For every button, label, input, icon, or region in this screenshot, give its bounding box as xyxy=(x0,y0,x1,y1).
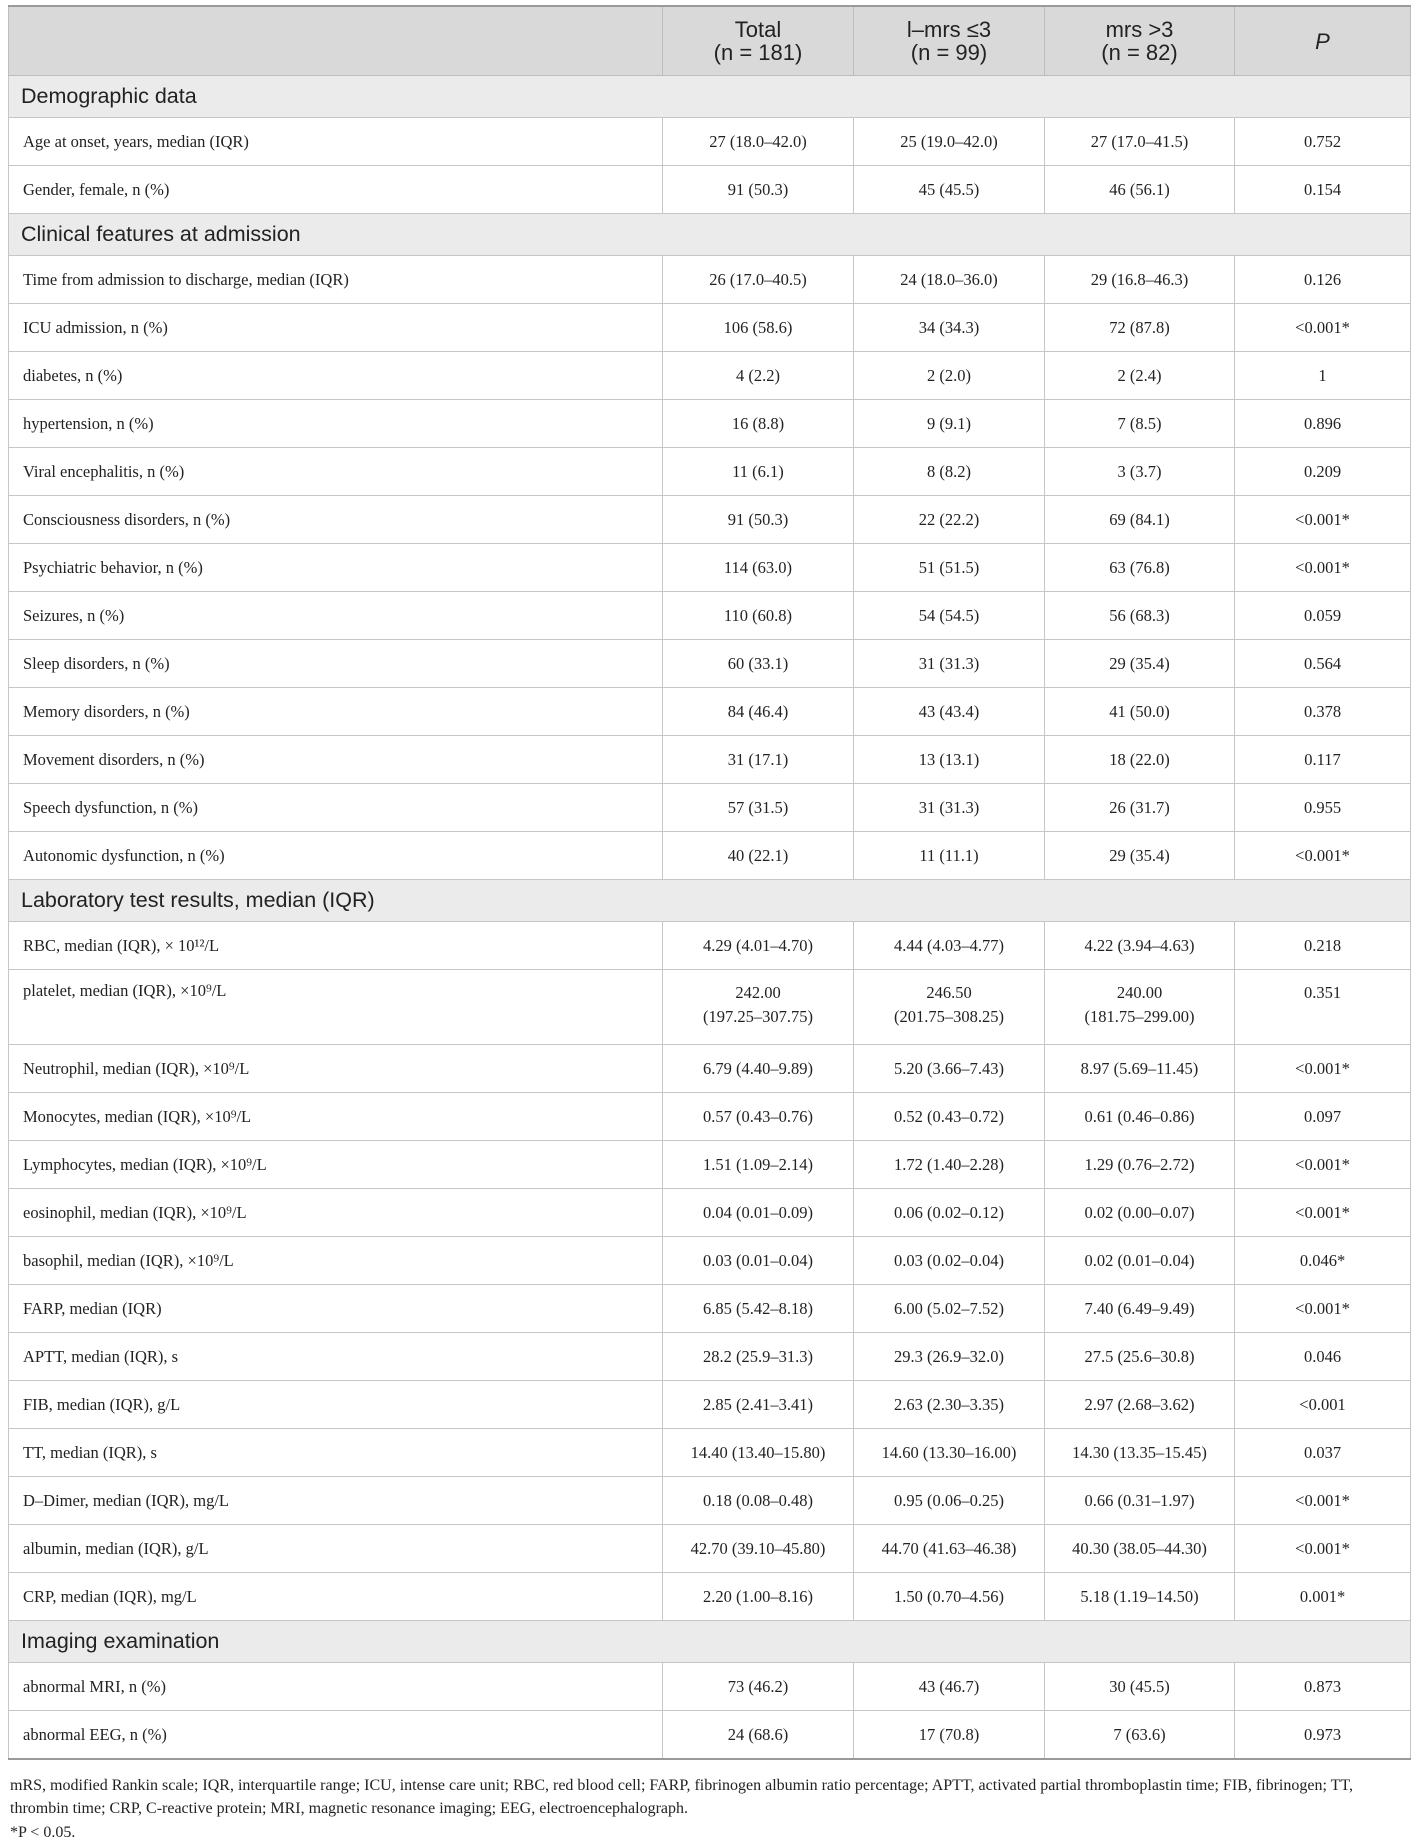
p-value: 0.046* xyxy=(1235,1237,1411,1285)
group2-value-cell: 41 (50.0) xyxy=(1045,688,1235,736)
group1-value-cell: 9 (9.1) xyxy=(854,400,1045,448)
section-title: Clinical features at admission xyxy=(9,214,1411,256)
group2-value-cell: 69 (84.1) xyxy=(1045,496,1235,544)
total-value-cell: 28.2 (25.9–31.3) xyxy=(663,1333,854,1381)
row-label: Sleep disorders, n (%) xyxy=(9,640,663,688)
row-label: Speech dysfunction, n (%) xyxy=(9,784,663,832)
group2-value-cell: 0.61 (0.46–0.86) xyxy=(1045,1093,1235,1141)
row-label: Neutrophil, median (IQR), ×10⁹/L xyxy=(9,1045,663,1093)
row-label: FIB, median (IQR), g/L xyxy=(9,1381,663,1429)
group2-value-cell: 29 (16.8–46.3) xyxy=(1045,256,1235,304)
row-label: D–Dimer, median (IQR), mg/L xyxy=(9,1477,663,1525)
total-value-cell: 27 (18.0–42.0) xyxy=(663,118,854,166)
p-value: 0.117 xyxy=(1235,736,1411,784)
p-value: 0.564 xyxy=(1235,640,1411,688)
table-row xyxy=(9,256,1411,304)
group1-value-cell: 24 (18.0–36.0) xyxy=(854,256,1045,304)
group2-value-cell: 0.66 (0.31–1.97) xyxy=(1045,1477,1235,1525)
group1-value-cell: 43 (46.7) xyxy=(854,1663,1045,1711)
row-label: APTT, median (IQR), s xyxy=(9,1333,663,1381)
group1-value: 246.50 xyxy=(926,983,972,1002)
group2-value-cell: 63 (76.8) xyxy=(1045,544,1235,592)
group1-value-cell: 54 (54.5) xyxy=(854,592,1045,640)
total-value-cell: 110 (60.8) xyxy=(663,592,854,640)
total-value-cell: 14.40 (13.40–15.80) xyxy=(663,1429,854,1477)
total-value-cell: 40 (22.1) xyxy=(663,832,854,880)
table-row xyxy=(9,688,1411,736)
row-label: Age at onset, years, median (IQR) xyxy=(9,118,663,166)
group1-value-cell: 14.60 (13.30–16.00) xyxy=(854,1429,1045,1477)
p-value: 0.378 xyxy=(1235,688,1411,736)
table-row xyxy=(9,1093,1411,1141)
total-value-range: (197.25–307.75) xyxy=(703,1007,813,1026)
p-value: <0.001* xyxy=(1235,1189,1411,1237)
table-row xyxy=(9,832,1411,880)
group1-value-cell: 2.63 (2.30–3.35) xyxy=(854,1381,1045,1429)
total-value-cell: 91 (50.3) xyxy=(663,496,854,544)
group2-value-cell: 14.30 (13.35–15.45) xyxy=(1045,1429,1235,1477)
group1-value-cell: 45 (45.5) xyxy=(854,166,1045,214)
group2-value-cell: 18 (22.0) xyxy=(1045,736,1235,784)
table-row xyxy=(9,922,1411,970)
group2-value-cell: 7.40 (6.49–9.49) xyxy=(1045,1285,1235,1333)
row-label: Memory disorders, n (%) xyxy=(9,688,663,736)
p-value: 0.046 xyxy=(1235,1333,1411,1381)
p-value: 0.752 xyxy=(1235,118,1411,166)
group2-value-cell: 29 (35.4) xyxy=(1045,640,1235,688)
group2-value-cell: 27.5 (25.6–30.8) xyxy=(1045,1333,1235,1381)
total-value-cell: 114 (63.0) xyxy=(663,544,854,592)
table-body xyxy=(9,76,1411,1760)
p-value: 0.218 xyxy=(1235,922,1411,970)
group1-value-cell: 11 (11.1) xyxy=(854,832,1045,880)
group1-value-cell: 0.52 (0.43–0.72) xyxy=(854,1093,1045,1141)
header-p-title: P xyxy=(1315,28,1330,54)
p-value: <0.001* xyxy=(1235,1045,1411,1093)
p-value: 0.059 xyxy=(1235,592,1411,640)
row-label: TT, median (IQR), s xyxy=(9,1429,663,1477)
p-value: <0.001* xyxy=(1235,1477,1411,1525)
section-title: Laboratory test results, median (IQR) xyxy=(9,880,1411,922)
total-value-cell: 16 (8.8) xyxy=(663,400,854,448)
row-label: eosinophil, median (IQR), ×10⁹/L xyxy=(9,1189,663,1237)
header-group1 xyxy=(854,6,1045,76)
row-label: Seizures, n (%) xyxy=(9,592,663,640)
row-label: diabetes, n (%) xyxy=(9,352,663,400)
total-value-cell: 11 (6.1) xyxy=(663,448,854,496)
header-row xyxy=(9,6,1411,76)
group1-value-cell: 2 (2.0) xyxy=(854,352,1045,400)
group2-value-cell: 7 (63.6) xyxy=(1045,1711,1235,1760)
total-value-cell xyxy=(663,970,854,1045)
group1-value-cell: 0.06 (0.02–0.12) xyxy=(854,1189,1045,1237)
header-group2-title: mrs >3 xyxy=(1105,17,1174,42)
group2-value: 240.00 xyxy=(1116,983,1163,1002)
total-value-cell: 73 (46.2) xyxy=(663,1663,854,1711)
total-value-cell: 6.85 (5.42–8.18) xyxy=(663,1285,854,1333)
row-label: FARP, median (IQR) xyxy=(9,1285,663,1333)
group1-value-cell: 34 (34.3) xyxy=(854,304,1045,352)
table-row xyxy=(9,736,1411,784)
p-value: 0.097 xyxy=(1235,1093,1411,1141)
header-label-cell xyxy=(9,6,663,76)
row-label: ICU admission, n (%) xyxy=(9,304,663,352)
total-value-cell: 84 (46.4) xyxy=(663,688,854,736)
p-value: 0.973 xyxy=(1235,1711,1411,1760)
row-label: Lymphocytes, median (IQR), ×10⁹/L xyxy=(9,1141,663,1189)
table-row xyxy=(9,1141,1411,1189)
group2-value-cell: 8.97 (5.69–11.45) xyxy=(1045,1045,1235,1093)
total-value-cell: 1.51 (1.09–2.14) xyxy=(663,1141,854,1189)
total-value-cell: 57 (31.5) xyxy=(663,784,854,832)
table-row xyxy=(9,1045,1411,1093)
table-row xyxy=(9,1237,1411,1285)
total-value-cell: 4.29 (4.01–4.70) xyxy=(663,922,854,970)
group1-value-cell: 4.44 (4.03–4.77) xyxy=(854,922,1045,970)
table-row xyxy=(9,1333,1411,1381)
table-row xyxy=(9,1711,1411,1760)
header-total xyxy=(663,6,854,76)
p-value: 0.037 xyxy=(1235,1429,1411,1477)
row-label: RBC, median (IQR), × 10¹²/L xyxy=(9,922,663,970)
group2-value-cell: 1.29 (0.76–2.72) xyxy=(1045,1141,1235,1189)
row-label: Autonomic dysfunction, n (%) xyxy=(9,832,663,880)
row-label: albumin, median (IQR), g/L xyxy=(9,1525,663,1573)
row-label: basophil, median (IQR), ×10⁹/L xyxy=(9,1237,663,1285)
group1-value-cell: 0.95 (0.06–0.25) xyxy=(854,1477,1045,1525)
total-value-cell: 42.70 (39.10–45.80) xyxy=(663,1525,854,1573)
group1-value-cell: 6.00 (5.02–7.52) xyxy=(854,1285,1045,1333)
group2-value-cell: 30 (45.5) xyxy=(1045,1663,1235,1711)
group1-value-cell xyxy=(854,970,1045,1045)
total-value-cell: 106 (58.6) xyxy=(663,304,854,352)
group2-value-range: (181.75–299.00) xyxy=(1084,1007,1195,1026)
p-value: 0.001* xyxy=(1235,1573,1411,1621)
p-value: <0.001* xyxy=(1235,496,1411,544)
total-value-cell: 26 (17.0–40.5) xyxy=(663,256,854,304)
group1-value-cell: 8 (8.2) xyxy=(854,448,1045,496)
table-row xyxy=(9,166,1411,214)
group1-value-cell: 31 (31.3) xyxy=(854,640,1045,688)
p-value: <0.001* xyxy=(1235,832,1411,880)
p-value: 1 xyxy=(1235,352,1411,400)
group1-value-cell: 1.72 (1.40–2.28) xyxy=(854,1141,1045,1189)
group2-value-cell: 72 (87.8) xyxy=(1045,304,1235,352)
p-value: <0.001* xyxy=(1235,1285,1411,1333)
row-label: Gender, female, n (%) xyxy=(9,166,663,214)
table-row xyxy=(9,1429,1411,1477)
group1-value-range: (201.75–308.25) xyxy=(894,1007,1004,1026)
group2-value-cell: 0.02 (0.01–0.04) xyxy=(1045,1237,1235,1285)
total-value: 242.00 xyxy=(735,983,781,1002)
group2-value-cell: 27 (17.0–41.5) xyxy=(1045,118,1235,166)
total-value-cell: 2.20 (1.00–8.16) xyxy=(663,1573,854,1621)
row-label: Consciousness disorders, n (%) xyxy=(9,496,663,544)
row-label: Monocytes, median (IQR), ×10⁹/L xyxy=(9,1093,663,1141)
table-row xyxy=(9,784,1411,832)
header-group1-title: l–mrs ≤3 xyxy=(906,17,992,42)
group1-value-cell: 17 (70.8) xyxy=(854,1711,1045,1760)
header-p-value xyxy=(1235,6,1411,76)
table-row xyxy=(9,448,1411,496)
group2-value-cell: 4.22 (3.94–4.63) xyxy=(1045,922,1235,970)
header-group2-n: (n = 82) xyxy=(1101,40,1178,65)
group2-value-cell: 3 (3.7) xyxy=(1045,448,1235,496)
group1-value-cell: 1.50 (0.70–4.56) xyxy=(854,1573,1045,1621)
group1-value-cell: 51 (51.5) xyxy=(854,544,1045,592)
p-value: <0.001* xyxy=(1235,1141,1411,1189)
group1-value-cell: 25 (19.0–42.0) xyxy=(854,118,1045,166)
total-value-cell: 91 (50.3) xyxy=(663,166,854,214)
total-value-cell: 31 (17.1) xyxy=(663,736,854,784)
p-value: 0.896 xyxy=(1235,400,1411,448)
table-row xyxy=(9,1477,1411,1525)
section-header-row xyxy=(9,1621,1411,1663)
table-row xyxy=(9,1573,1411,1621)
table-row xyxy=(9,970,1411,1045)
total-value-cell: 0.04 (0.01–0.09) xyxy=(663,1189,854,1237)
row-label: Movement disorders, n (%) xyxy=(9,736,663,784)
group2-value-cell: 5.18 (1.19–14.50) xyxy=(1045,1573,1235,1621)
p-value: 0.154 xyxy=(1235,166,1411,214)
significance-note: *P < 0.05. xyxy=(10,1824,76,1841)
group2-value-cell xyxy=(1045,970,1235,1045)
table-row xyxy=(9,352,1411,400)
table-row xyxy=(9,400,1411,448)
header-total-title: Total xyxy=(734,17,782,42)
group2-value-cell: 2.97 (2.68–3.62) xyxy=(1045,1381,1235,1429)
header-total-n: (n = 181) xyxy=(713,40,803,65)
p-value: <0.001* xyxy=(1235,544,1411,592)
document xyxy=(8,5,1410,1844)
row-label: platelet, median (IQR), ×10⁹/L xyxy=(9,970,663,1045)
total-value-cell: 2.85 (2.41–3.41) xyxy=(663,1381,854,1429)
group1-value-cell: 29.3 (26.9–32.0) xyxy=(854,1333,1045,1381)
section-header-row xyxy=(9,214,1411,256)
table-footnote: mRS, modified Rankin scale; IQR, interquartile range; ICU, intense care unit; RBC, red blood cell; FARP, fibrinogen albumin ratio percentage; APTT, activated partial thromboplastin time; FIB, fibrinogen; TT, thrombin time; CRP, C-reactive protein; MRI, magnetic resonance imaging; EEG, electroencephalograph. xyxy=(10,1777,1353,1817)
group2-value-cell: 0.02 (0.00–0.07) xyxy=(1045,1189,1235,1237)
group2-value-cell: 29 (35.4) xyxy=(1045,832,1235,880)
group2-value-cell: 56 (68.3) xyxy=(1045,592,1235,640)
section-header-row xyxy=(9,880,1411,922)
table-row xyxy=(9,544,1411,592)
row-label: abnormal MRI, n (%) xyxy=(9,1663,663,1711)
total-value-cell: 0.18 (0.08–0.48) xyxy=(663,1477,854,1525)
total-value-cell: 0.03 (0.01–0.04) xyxy=(663,1237,854,1285)
total-value-cell: 24 (68.6) xyxy=(663,1711,854,1760)
table-row xyxy=(9,118,1411,166)
header-group1-n: (n = 99) xyxy=(910,40,988,65)
results-table xyxy=(8,5,1411,1760)
section-title: Imaging examination xyxy=(9,1621,1411,1663)
table-row xyxy=(9,592,1411,640)
table-row xyxy=(9,1381,1411,1429)
group2-value-cell: 46 (56.1) xyxy=(1045,166,1235,214)
p-value: 0.955 xyxy=(1235,784,1411,832)
section-header-row xyxy=(9,76,1411,118)
total-value-cell: 6.79 (4.40–9.89) xyxy=(663,1045,854,1093)
row-label: hypertension, n (%) xyxy=(9,400,663,448)
group2-value-cell: 2 (2.4) xyxy=(1045,352,1235,400)
p-value: 0.209 xyxy=(1235,448,1411,496)
table-row xyxy=(9,1285,1411,1333)
row-label: Psychiatric behavior, n (%) xyxy=(9,544,663,592)
group1-value-cell: 0.03 (0.02–0.04) xyxy=(854,1237,1045,1285)
group1-value-cell: 31 (31.3) xyxy=(854,784,1045,832)
p-value: 0.126 xyxy=(1235,256,1411,304)
row-label: abnormal EEG, n (%) xyxy=(9,1711,663,1760)
group1-value-cell: 44.70 (41.63–46.38) xyxy=(854,1525,1045,1573)
section-title: Demographic data xyxy=(9,76,1411,118)
group2-value-cell: 7 (8.5) xyxy=(1045,400,1235,448)
table-row xyxy=(9,496,1411,544)
table-row xyxy=(9,640,1411,688)
p-value: <0.001* xyxy=(1235,1525,1411,1573)
total-value-cell: 0.57 (0.43–0.76) xyxy=(663,1093,854,1141)
total-value-cell: 4 (2.2) xyxy=(663,352,854,400)
table-row xyxy=(9,1663,1411,1711)
table-row xyxy=(9,304,1411,352)
p-value: <0.001 xyxy=(1235,1381,1411,1429)
row-label: Viral encephalitis, n (%) xyxy=(9,448,663,496)
p-value: 0.873 xyxy=(1235,1663,1411,1711)
group1-value-cell: 5.20 (3.66–7.43) xyxy=(854,1045,1045,1093)
table-row xyxy=(9,1189,1411,1237)
group2-value-cell: 40.30 (38.05–44.30) xyxy=(1045,1525,1235,1573)
total-value-cell: 60 (33.1) xyxy=(663,640,854,688)
group1-value-cell: 13 (13.1) xyxy=(854,736,1045,784)
table-row xyxy=(9,1525,1411,1573)
row-label: Time from admission to discharge, median (IQR) xyxy=(9,256,663,304)
group1-value-cell: 22 (22.2) xyxy=(854,496,1045,544)
p-value: <0.001* xyxy=(1235,304,1411,352)
p-value: 0.351 xyxy=(1235,970,1411,1045)
header-group2 xyxy=(1045,6,1235,76)
row-label: CRP, median (IQR), mg/L xyxy=(9,1573,663,1621)
group2-value-cell: 26 (31.7) xyxy=(1045,784,1235,832)
group1-value-cell: 43 (43.4) xyxy=(854,688,1045,736)
